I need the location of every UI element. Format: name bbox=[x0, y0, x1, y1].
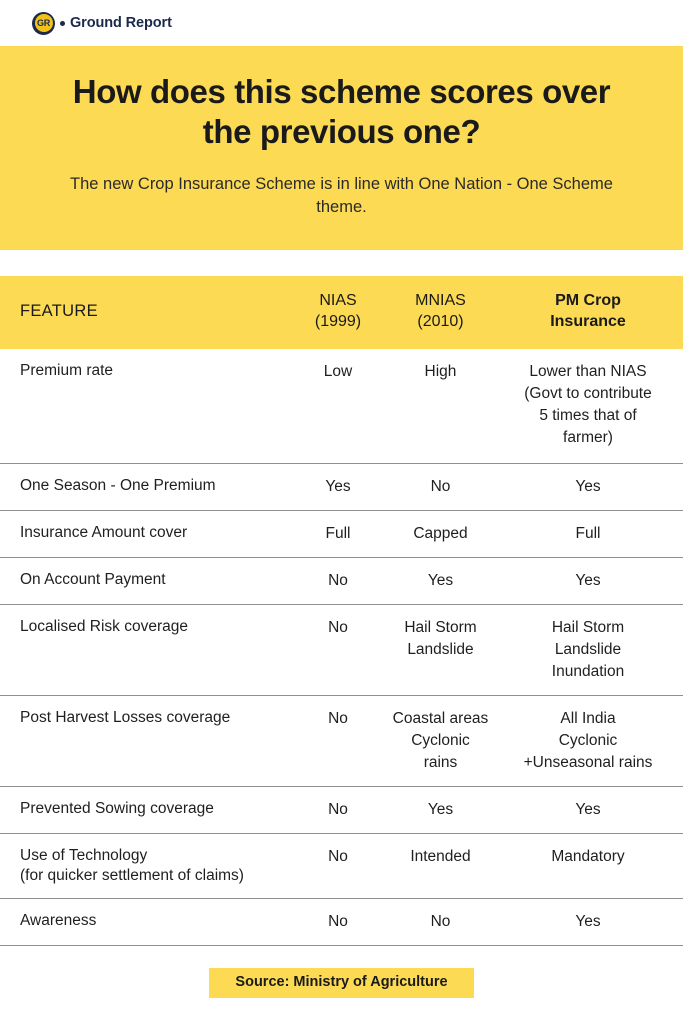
mnias-line-1: High bbox=[424, 362, 457, 380]
brand-bar bbox=[0, 0, 683, 46]
column-header-nias bbox=[288, 290, 388, 332]
table-header-row bbox=[0, 276, 683, 348]
footer bbox=[0, 946, 683, 998]
cell-pm-crop-insurance bbox=[493, 523, 683, 545]
cell-pm-crop-insurance bbox=[493, 708, 683, 774]
table-row bbox=[0, 696, 683, 787]
row-feature-label bbox=[0, 523, 288, 543]
hero-table-spacer bbox=[0, 250, 683, 276]
cell-pm-crop-insurance bbox=[493, 846, 683, 868]
cell-pm-crop-insurance bbox=[493, 361, 683, 449]
mnias-line-1: No bbox=[430, 477, 451, 495]
cell-nias: No bbox=[328, 913, 348, 931]
mnias-line-1: Yes bbox=[427, 571, 454, 589]
column-header-pmcrop-line1: PM Crop bbox=[555, 292, 621, 310]
column-header-mnias-name: MNIAS bbox=[415, 292, 466, 310]
feature-line-1: Localised Risk coverage bbox=[20, 617, 189, 635]
table-row bbox=[0, 511, 683, 558]
mnias-line-3: rains bbox=[423, 753, 458, 771]
column-header-nias-year: (1999) bbox=[314, 313, 362, 331]
site-logo[interactable] bbox=[32, 12, 172, 35]
cell-mnias bbox=[388, 570, 493, 592]
row-feature-label bbox=[0, 911, 288, 931]
pmcrop-line-2: Cyclonic bbox=[558, 731, 618, 749]
pmcrop-line-1: Yes bbox=[575, 913, 601, 931]
cell-nias: Full bbox=[325, 524, 351, 542]
feature-line-1: Awareness bbox=[20, 912, 97, 930]
table-row bbox=[0, 464, 683, 511]
pmcrop-line-2: (Govt to contribute bbox=[524, 384, 652, 402]
cell-pm-crop-insurance bbox=[493, 617, 683, 683]
mnias-line-1: Coastal areas bbox=[392, 709, 489, 727]
mnias-line-1: Intended bbox=[410, 847, 471, 865]
feature-line-1: Premium rate bbox=[20, 361, 114, 379]
column-header-nias-name: NIAS bbox=[319, 292, 357, 310]
cell-mnias bbox=[388, 799, 493, 821]
mnias-line-1: Yes bbox=[427, 800, 454, 818]
cell-nias: No bbox=[328, 571, 348, 589]
hero-banner bbox=[0, 46, 683, 250]
table-row bbox=[0, 834, 683, 900]
pmcrop-line-1: Yes bbox=[575, 800, 601, 818]
cell-nias: No bbox=[328, 847, 348, 865]
row-feature-label bbox=[0, 846, 288, 887]
pmcrop-line-3: 5 times that of bbox=[539, 406, 637, 424]
cell-nias: No bbox=[328, 800, 348, 818]
column-header-mnias bbox=[388, 290, 493, 332]
table-row bbox=[0, 558, 683, 605]
pmcrop-line-1: Mandatory bbox=[551, 847, 625, 865]
mnias-line-2: Cyclonic bbox=[411, 731, 470, 749]
brand-name: Ground Report bbox=[70, 15, 172, 31]
cell-nias: Yes bbox=[325, 477, 351, 495]
row-feature-label bbox=[0, 617, 288, 637]
cell-mnias bbox=[388, 846, 493, 868]
table-row bbox=[0, 605, 683, 696]
cell-mnias bbox=[388, 361, 493, 383]
row-feature-label bbox=[0, 708, 288, 728]
cell-nias: Low bbox=[323, 362, 353, 380]
pmcrop-line-1: Full bbox=[575, 524, 601, 542]
feature-line-1: On Account Payment bbox=[20, 570, 166, 588]
column-header-mnias-year: (2010) bbox=[417, 313, 464, 331]
cell-mnias bbox=[388, 617, 493, 661]
pmcrop-line-3: Inundation bbox=[551, 662, 625, 680]
table-row bbox=[0, 899, 683, 946]
column-header-feature: FEATURE bbox=[20, 301, 98, 320]
pmcrop-line-3: +Unseasonal rains bbox=[523, 753, 653, 771]
table-row bbox=[0, 787, 683, 834]
column-header-pmcrop-line2: Insurance bbox=[550, 313, 626, 331]
column-header-pm-crop-insurance bbox=[493, 290, 683, 332]
logo-initials: GR bbox=[37, 17, 50, 28]
feature-line-1: Use of Technology bbox=[20, 846, 148, 864]
pmcrop-line-4: farmer) bbox=[563, 428, 613, 446]
pmcrop-line-2: Landslide bbox=[554, 640, 622, 658]
pmcrop-line-1: Yes bbox=[575, 477, 601, 495]
source-badge: Source: Ministry of Agriculture bbox=[209, 968, 473, 998]
ground-report-badge-icon bbox=[32, 12, 55, 35]
row-feature-label bbox=[0, 361, 288, 381]
logo-dot-icon bbox=[60, 21, 65, 26]
cell-pm-crop-insurance bbox=[493, 799, 683, 821]
cell-nias: No bbox=[328, 709, 348, 727]
cell-mnias bbox=[388, 708, 493, 774]
cell-pm-crop-insurance bbox=[493, 570, 683, 592]
feature-line-1: One Season - One Premium bbox=[20, 476, 216, 494]
cell-mnias bbox=[388, 476, 493, 498]
cell-pm-crop-insurance bbox=[493, 476, 683, 498]
cell-mnias bbox=[388, 911, 493, 933]
cell-mnias bbox=[388, 523, 493, 545]
pmcrop-line-1: Hail Storm bbox=[551, 618, 625, 636]
row-feature-label bbox=[0, 570, 288, 590]
cell-nias: No bbox=[328, 618, 348, 636]
cell-pm-crop-insurance bbox=[493, 911, 683, 933]
mnias-line-2: Landslide bbox=[407, 640, 474, 658]
row-feature-label bbox=[0, 799, 288, 819]
feature-line-1: Post Harvest Losses coverage bbox=[20, 708, 231, 726]
pmcrop-line-1: Lower than NIAS bbox=[529, 362, 647, 380]
feature-line-1: Insurance Amount cover bbox=[20, 523, 188, 541]
logo-inner-circle bbox=[35, 14, 53, 32]
pmcrop-line-1: Yes bbox=[575, 571, 601, 589]
row-feature-label bbox=[0, 476, 288, 496]
feature-line-2: (for quicker settlement of claims) bbox=[20, 867, 244, 885]
feature-line-1: Prevented Sowing coverage bbox=[20, 799, 214, 817]
mnias-line-1: No bbox=[430, 913, 451, 931]
page-title: How does this scheme scores over the previous one? bbox=[72, 73, 611, 151]
table-row bbox=[0, 349, 683, 464]
comparison-table bbox=[0, 276, 683, 946]
page-subtitle: The new Crop Insurance Scheme is in line with One Nation - One Scheme theme. bbox=[70, 174, 613, 217]
mnias-line-1: Hail Storm bbox=[404, 618, 477, 636]
pmcrop-line-1: All India bbox=[560, 709, 616, 727]
mnias-line-1: Capped bbox=[413, 524, 468, 542]
